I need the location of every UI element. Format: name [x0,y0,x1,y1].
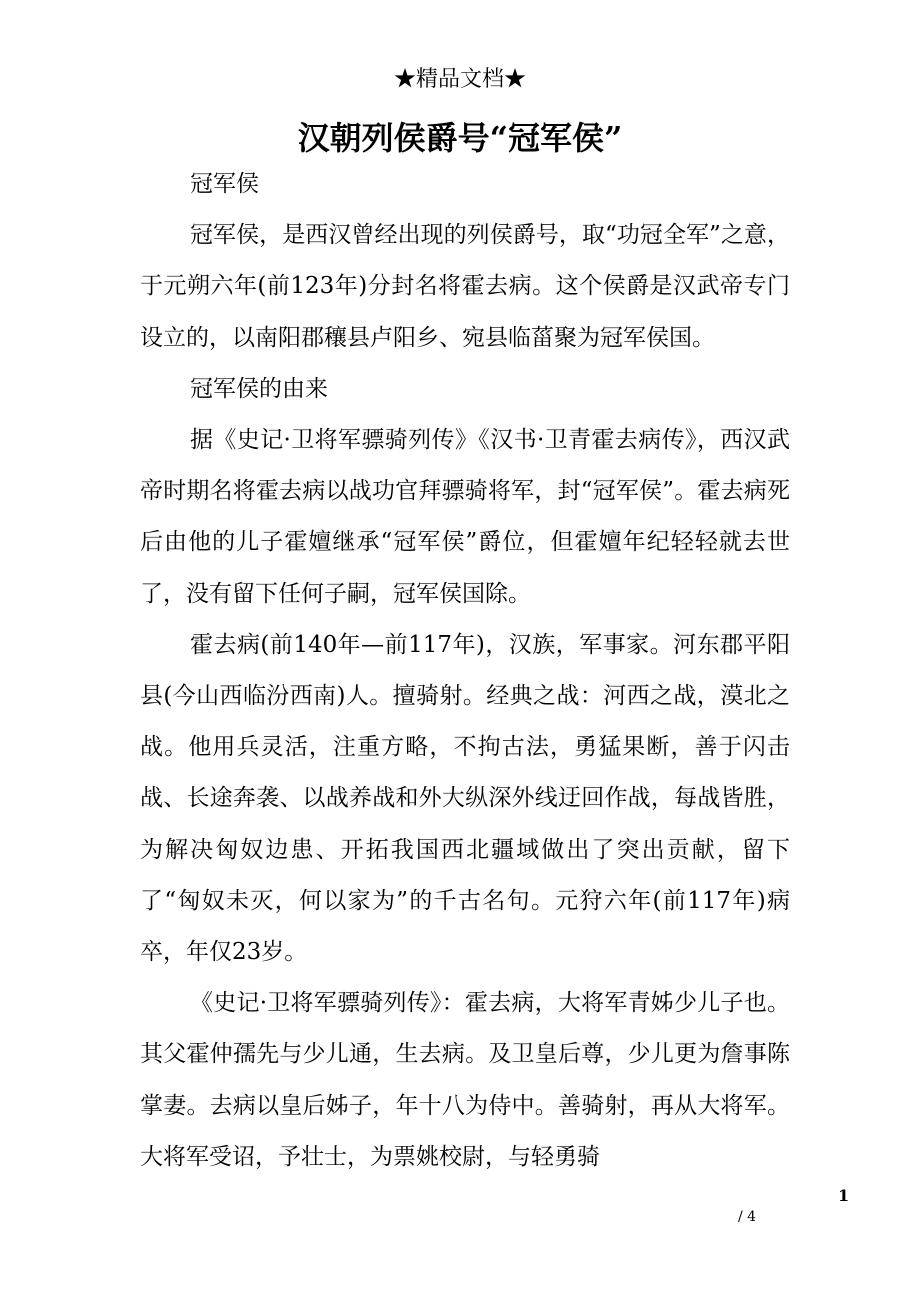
page-total: / 4 [738,1209,757,1225]
paragraph: 冠军侯，是西汉曾经出现的列侯爵号，取“功冠全军”之意，于元朔六年(前123年)分封名将霍去病。这个侯爵是汉武帝专门设立的，以南阳郡穰县卢阳乡、宛县临菑聚为冠军侯国。 [140,222,790,351]
document-title: 汉朝列侯爵号“冠军侯” [297,119,623,157]
section-heading: 冠军侯 [190,171,259,197]
paragraph: 霍去病(前140年—前117年)，汉族，军事家。河东郡平阳县(今山西临汾西南)人。擅骑射。经典之战：河西之战，漠北之战。他用兵灵活，注重方略，不拘古法，勇猛果断，善于闪击战、长途奔袭、以战养战和外大纵深外线迂回作战，每战皆胜，为解决匈奴边患、开拓我国西北疆域做出了突出贡献，留下了“匈奴未灭，何以家为”的千古名句。元狩六年(前117年)病卒，年仅23岁。 [140,631,790,966]
page-header: ★精品文档★ [393,67,526,92]
section-heading: 冠军侯的由来 [190,375,328,402]
paragraph: 《史记·卫将军骠骑列传》：霍去病，大将军青姊少儿子也。其父霍仲孺先与少儿通，生去病。及卫皇后尊，少儿更为詹事陈掌妻。去病以皇后姊子，年十八为侍中。善骑射，再从大将军。大将军受诏，予壮士，为票姚校尉，与轻勇骑 [140,990,790,1170]
paragraph: 据《史记·卫将军骠骑列传》《汉书·卫青霍去病传》，西汉武帝时期名将霍去病以战功官拜骠骑将军，封“冠军侯”。霍去病死后由他的儿子霍嬗继承“冠军侯”爵位，但霍嬗年纪轻轻就去世了，没有留下任何子嗣，冠军侯国除。 [140,427,790,607]
document-body [140,159,790,1183]
page-number: 1 [838,1186,850,1205]
